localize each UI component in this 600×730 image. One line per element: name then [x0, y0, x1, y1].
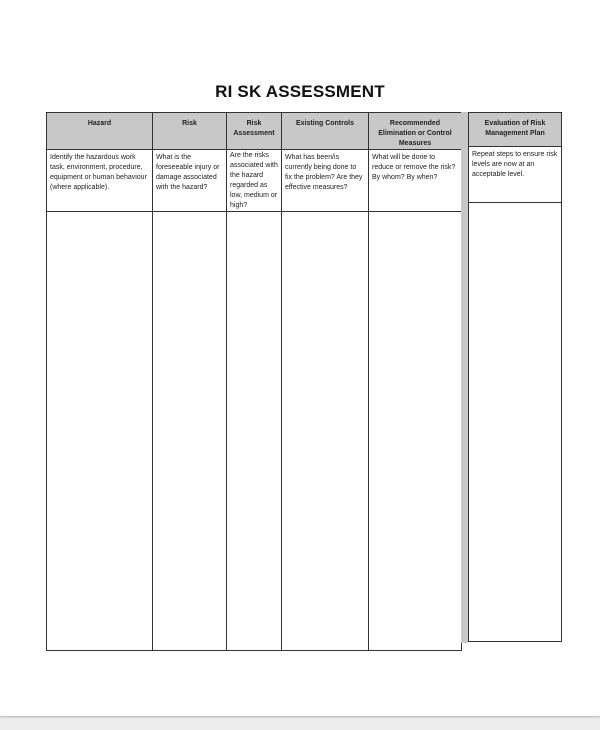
description-existing-controls: What has been/is currently being done to fix the problem? Are they effective measures?: [282, 150, 369, 212]
description-recommended-measures: What will be done to reduce or remove the risk? By whom? By when?: [369, 150, 462, 212]
risk-assessment-table: [46, 112, 462, 651]
column-separator-band: [461, 112, 468, 643]
header-existing-controls: Existing Controls: [282, 113, 369, 150]
entry-cell-recommended-measures[interactable]: [369, 212, 462, 651]
table-description-row: [47, 150, 462, 212]
entry-cell-risk[interactable]: [153, 212, 227, 651]
entry-cell-risk-assessment[interactable]: [227, 212, 282, 651]
table-entry-row: [47, 212, 462, 651]
entry-cell-evaluation[interactable]: [469, 203, 562, 642]
table-header-row: [47, 113, 462, 150]
entry-cell-existing-controls[interactable]: [282, 212, 369, 651]
eval-description-row: [469, 147, 562, 203]
header-recommended-measures: Recommended Elimination or Control Measures: [369, 113, 462, 150]
description-evaluation: Repeat steps to ensure risk levels are now at an acceptable level.: [469, 147, 562, 203]
description-risk: What is the foreseeable injury or damage associated with the hazard?: [153, 150, 227, 212]
entry-cell-hazard[interactable]: [47, 212, 153, 651]
evaluation-table: [468, 112, 562, 642]
header-risk: Risk: [153, 113, 227, 150]
eval-header-row: [469, 113, 562, 147]
eval-entry-row: [469, 203, 562, 642]
description-hazard: Identify the hazardous work task, environment, procedure, equipment or human behaviour (where applicable).: [47, 150, 153, 212]
header-hazard: Hazard: [47, 113, 153, 150]
page-title: RI SK ASSESSMENT: [215, 82, 385, 101]
description-risk-assessment: Are the risks associated with the hazard regarded as low, medium or high?: [227, 150, 282, 212]
header-risk-assessment: Risk Assessment: [227, 113, 282, 150]
header-evaluation: Evaluation of Risk Management Plan: [469, 113, 562, 147]
